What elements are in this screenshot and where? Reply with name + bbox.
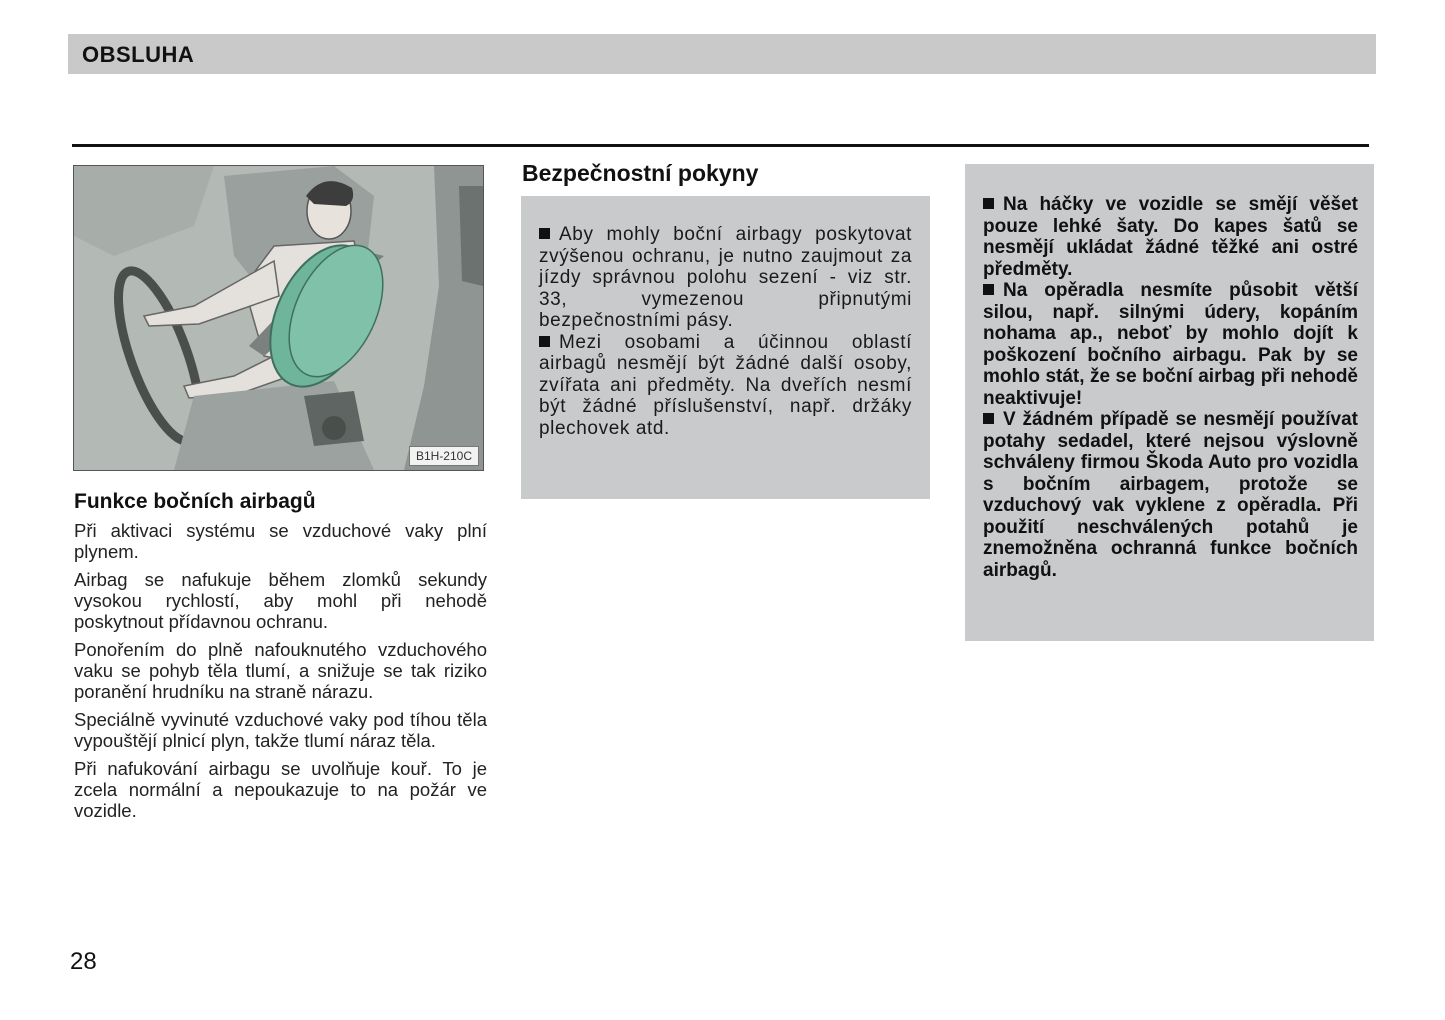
figure-code-label: B1H-210C — [409, 446, 479, 466]
bullet-icon — [983, 284, 994, 295]
warning-notice-box — [965, 164, 1374, 641]
paragraph: Speciálně vyvinuté vzduchové vaky pod tíhou těla vypouštějí plnicí plyn, takže tlumí náraz těla. — [74, 709, 487, 751]
left-column-title: Funkce bočních airbagů — [74, 490, 316, 513]
horizontal-rule — [72, 144, 1369, 147]
notice-item: Na opěradla nesmíte působit větší silou, např. silnými údery, kopáním nohama ap., neboť by mohlo dojít k poškození bočního airbagu. Pak by se mohlo stát, že se boční airbag při nehodě neaktivuje! — [983, 280, 1358, 409]
safety-notice-box — [521, 196, 930, 499]
notice-item: Mezi osobami a účinnou oblastí airbagů nesmějí být žádné další osoby, zvířata ani předměty. Na dveřích nesmí být žádné příslušenství, např. držáky plechovek atd. — [539, 331, 912, 439]
section-title: OBSLUHA — [82, 42, 195, 67]
notice-item: V žádném případě se nesmějí používat potahy sedadel, které nejsou výslovně schváleny firmou Škoda Auto pro vozidla s bočním airbagem, protože se vzduchový vak vyklene z opěradla. Při použití neschválených potahů je znemožněna ochranná funkce bočních airbagů. — [983, 409, 1358, 581]
side-airbag-illustration — [73, 165, 484, 471]
paragraph: Ponořením do plně nafouknutého vzduchového vaku se pohyb těla tlumí, a snižuje se tak riziko poranění hrudníku na straně nárazu. — [74, 639, 487, 702]
paragraph: Při aktivaci systému se vzduchové vaky plní plynem. — [74, 520, 487, 562]
bullet-icon — [539, 228, 550, 239]
notice-item: Aby mohly boční airbagy poskytovat zvýšenou ochranu, je nutno zaujmout za jízdy správnou polohu sezení - viz str. 33, vymezenou připnutými bezpečnostními pásy. — [539, 224, 912, 331]
page-number: 28 — [70, 948, 97, 975]
airbag-drawing — [74, 166, 483, 470]
section-header — [68, 34, 1376, 74]
paragraph: Airbag se nafukuje během zlomků sekundy vysokou rychlostí, aby mohl při nehodě poskytnout přídavnou ochranu. — [74, 569, 487, 632]
paragraph: Při nafukování airbagu se uvolňuje kouř. To je zcela normální a nepoukazuje to na požár ve vozidle. — [74, 758, 487, 821]
safety-instructions-title: Bezpečnostní pokyny — [522, 160, 759, 186]
notice-item: Na háčky ve vozidle se smějí věšet pouze lehké šaty. Do kapes šatů se nesmějí ukládat žádné těžké ani ostré předměty. — [983, 194, 1358, 280]
bullet-icon — [983, 198, 994, 209]
left-column — [74, 490, 487, 828]
bullet-icon — [539, 336, 550, 347]
bullet-icon — [983, 413, 994, 424]
